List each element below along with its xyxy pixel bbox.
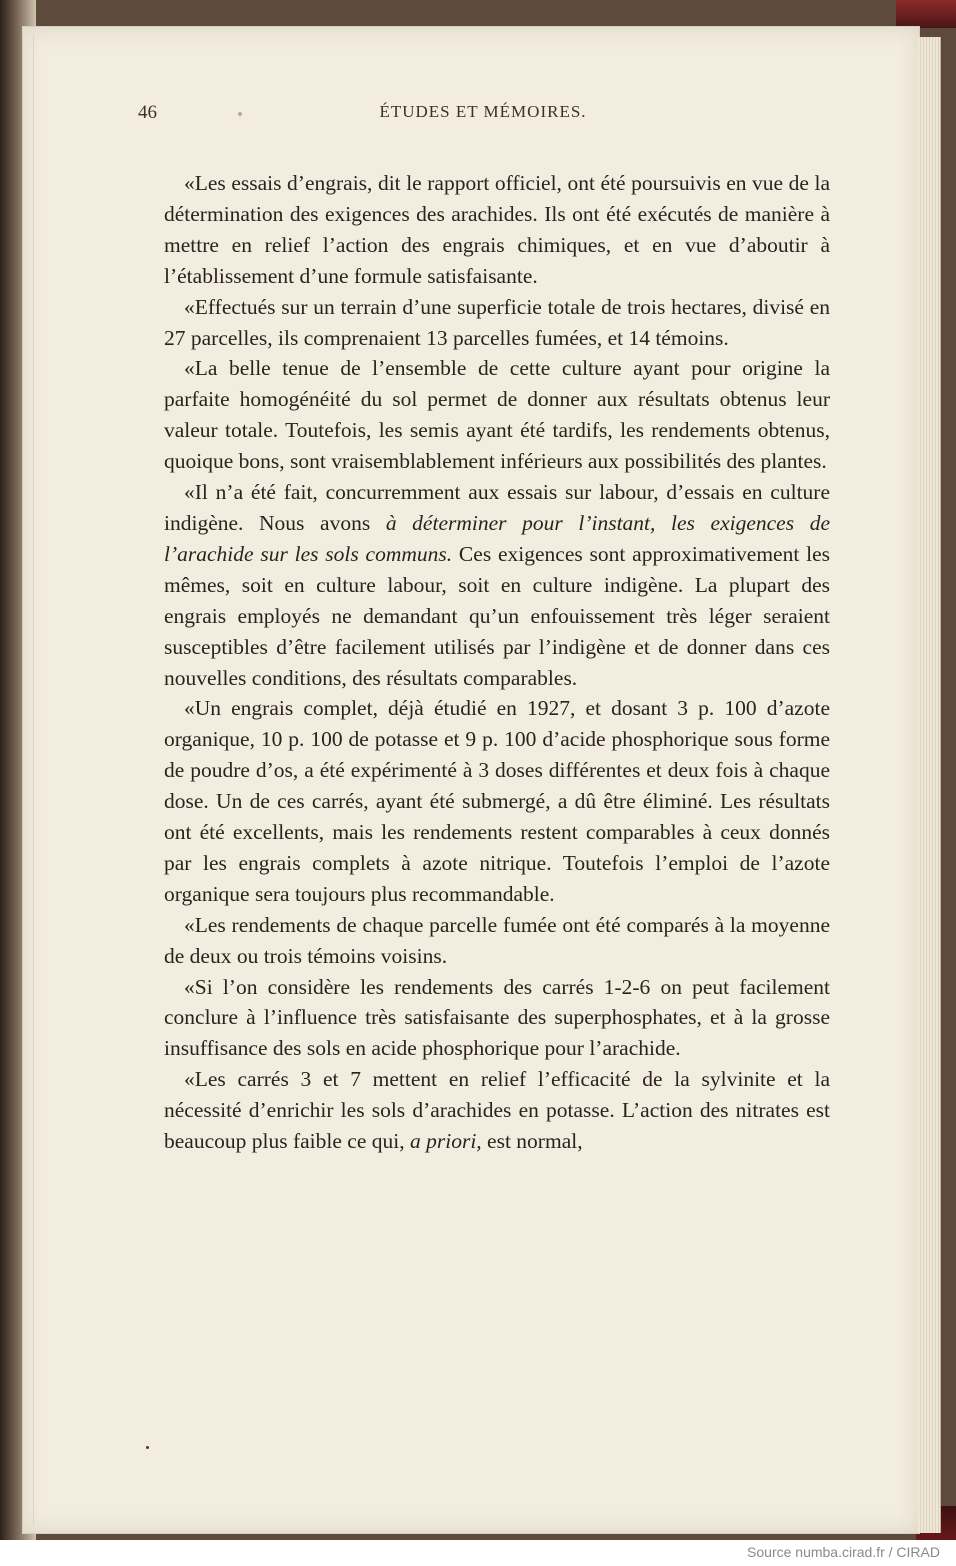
body-text <box>164 168 830 1157</box>
paragraph-8-start: «Les carrés 3 et 7 mettent en relief l’efficacité de la sylvinite et la nécessité d’enrichir les sols d’arachides en potasse. L’action des nitrates est beaucoup plus faible ce qui, <box>164 1067 830 1154</box>
source-bar <box>0 1540 956 1566</box>
paragraph-8 <box>164 1064 830 1157</box>
page-gutter-line <box>33 35 34 1525</box>
paragraph-4-end: Ces exigences sont approximativement les mêmes, soit en culture labour, soit en culture indigène. La plupart des engrais employés ne demandant qu’un enfouissement très léger seraient susceptibles d’être facilement utilisés par l’indigène et de donner dans ces nouvelles conditions, des résultats comparables. <box>164 541 830 690</box>
page-stack-edge <box>918 37 941 1533</box>
paragraph-8-italic: a priori, <box>409 1129 482 1154</box>
paragraph-3: «La belle tenue de l’ensemble de cette culture ayant pour origine la parfaite homogénéité du sol permet de donner aux résultats obtenus leur valeur totale. Toutefois, les semis ayant été tardifs, les rendements obtenus, quoique bons, sont vraisemblablement inférieurs aux possibilités des plantes. <box>164 356 830 474</box>
paragraph-4-start: «Il n’a été fait, concurremment aux essais sur labour, d’essais en culture indigène. Nous avons <box>164 480 830 535</box>
paragraph-8-end: est normal, <box>481 1129 583 1154</box>
paragraph-4 <box>164 477 830 693</box>
paragraph-4-italic: à déterminer pour l’instant, les exigences de l’arachide sur les sols communs. <box>164 510 830 566</box>
book-cover-corner-top <box>896 0 956 28</box>
paper-speck <box>146 1446 149 1449</box>
paragraph-6: «Les rendements de chaque parcelle fumée ont été comparés à la moyenne de deux ou trois témoins voisins. <box>164 912 830 968</box>
paragraph-5: «Un engrais complet, déjà étudié en 1927, et dosant 3 p. 100 d’azote organique, 10 p. 100 de potasse et 9 p. 100 d’acide phosphorique sous forme de poudre d’os, a été expérimenté à 3 doses différentes et deux fois à chaque dose. Un de ces carrés, ayant été submergé, a dû être éliminé. Les résultats ont été excellents, mais les rendements restent comparables à ceux donnés par les engrais complets à azote nitrique. Toutefois l’emploi de l’azote organique sera toujours plus recommandable. <box>164 696 830 906</box>
paragraph-1: «Les essais d’engrais, dit le rapport officiel, ont été poursuivis en vue de la détermination des exigences des arachides. Ils ont été exécutés de manière à mettre en relief l’action des engrais chimiques, et en vue d’aboutir à l’établissement d’une formule satisfaisante. <box>164 171 830 288</box>
paragraph-7: «Si l’on considère les rendements des carrés 1-2-6 on peut facilement conclure à l’influence très satisfaisante des superphosphates, et à la grosse insuffisance des sols en acide phosphorique pour l’arachide. <box>164 974 830 1061</box>
running-head: ÉTUDES ET MÉMOIRES. <box>379 102 587 121</box>
page-header <box>138 102 828 128</box>
paragraph-2: «Effectués sur un terrain d’une superficie totale de trois hectares, divisé en 27 parcelles, ils comprenaient 13 parcelles fumées, et 14 témoins. <box>164 294 830 350</box>
page-number: 46 <box>138 102 157 123</box>
source-credit: Source numba.cirad.fr / CIRAD <box>747 1544 940 1560</box>
